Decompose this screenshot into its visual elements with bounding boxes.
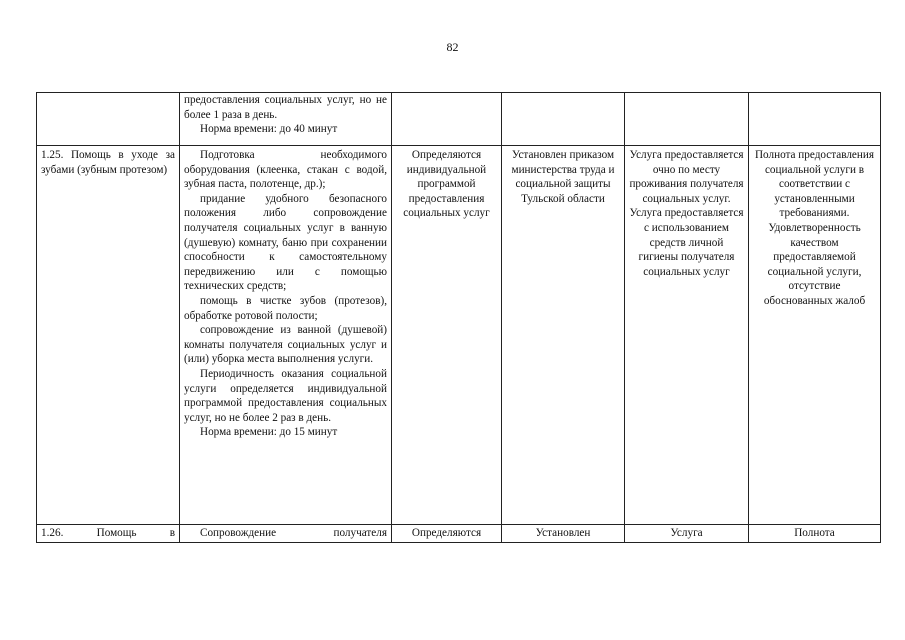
service-name-word: Помощь	[96, 527, 137, 539]
procedure-cell: Услуга предоставляется очно по месту проживания получателя социальных услуг. Услуга предоставляется с использованием средств личной гигиены получателя социальных услуг	[625, 146, 749, 525]
table-row	[37, 146, 881, 525]
table-row	[37, 93, 881, 146]
content-paragraph: Норма времени: до 40 минут	[200, 123, 338, 136]
content-paragraph: предоставления социальных услуг, но не более 1 раза в день.	[184, 94, 387, 121]
content-paragraph: Подготовка необходимого оборудования (клеенка, стакан с водой, зубная паста, полотенце, др.);	[184, 149, 387, 191]
services-table	[36, 92, 881, 543]
content-paragraph: Норма времени: до 15 минут	[200, 426, 338, 439]
standard-cell: Установлен	[502, 525, 625, 543]
criteria-cell: Полнота предоставления социальной услуги в соответствии с установленными требованиями. Удовлетворенность качеством предоставляемой социальной услуги, отсутствие обоснованных жалоб	[749, 146, 881, 525]
criteria-cell: Полнота	[749, 525, 881, 543]
table-row	[37, 525, 881, 543]
conditions-cell: Определяются	[392, 525, 502, 543]
service-name-word: в	[169, 527, 175, 539]
service-content-cell	[180, 525, 392, 543]
page-number: 82	[446, 40, 459, 54]
service-content-cell	[180, 93, 392, 146]
standard-cell	[502, 93, 625, 146]
criteria-cell	[749, 93, 881, 146]
service-name-cell: 1.25. Помощь в уходе за зубами (зубным протезом)	[37, 146, 180, 525]
procedure-cell: Услуга	[625, 525, 749, 543]
conditions-cell	[392, 93, 502, 146]
conditions-cell: Определяются индивидуальной программой предоставления социальных услуг	[392, 146, 502, 525]
service-name-cell	[37, 525, 180, 543]
content-paragraph: помощь в чистке зубов (протезов), обработке ротовой полости;	[184, 294, 387, 322]
standard-cell: Установлен приказом министерства труда и социальной защиты Тульской области	[502, 146, 625, 525]
content-paragraph: придание удобного безопасного положения либо сопровождение получателя социальных услуг в ванную (душевую) комнату, баню при сохранении способности к самостоятельному передвижению или с помощью технических средств;	[184, 192, 387, 293]
service-content-cell	[180, 146, 392, 525]
content-word: получателя	[333, 527, 387, 539]
content-word: Сопровождение	[200, 527, 277, 539]
content-paragraph: сопровождение из ванной (душевой) комнаты получателя социальных услуг и (или) уборка места выполнения услуги.	[184, 324, 387, 366]
service-number: 1.26.	[41, 527, 64, 539]
procedure-cell	[625, 93, 749, 146]
content-paragraph: Периодичность оказания социальной услуги определяется индивидуальной программой предоставления социальных услуг, но не более 2 раз в день.	[184, 367, 387, 424]
service-name-cell	[37, 93, 180, 146]
